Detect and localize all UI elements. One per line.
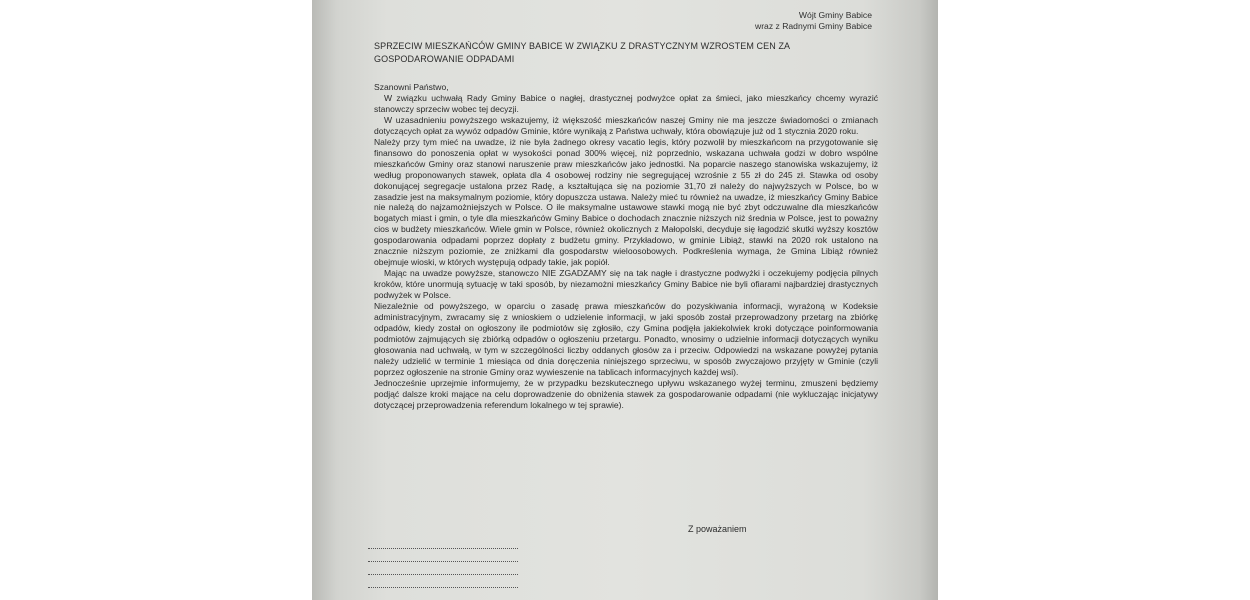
title-line-2: GOSPODAROWANIE ODPADAMI bbox=[374, 54, 515, 64]
paragraph-3: Należy przy tym mieć na uwadze, iż nie była żadnego okresy vacatio legis, który pozwolił by mieszkańcom na przygotowanie się finansowo do ponoszenia opłat w wysokości ponad 300% więcej, niż poprzednio, wskazana uchwała godzi w dobro wspólne mieszkańców Gminy oraz stanowi naruszenie praw mieszkańców jako jednostki. Na poparcie naszego stanowiska wskazujemy, iż według proponowanych stawek, opłata dla 4 osobowej rodziny nie segregującej wzrośnie z 55 zł do 245 zł. Stawka od osoby dokonującej segregacje ustalona przez Radę, a kształtująca się na poziomie 31,70 zł należy do najwyższych w Polsce, bo w zasadzie jest na maksymalnym poziomie, który dopuszcza ustawa. Należy mieć tu również na uwadze, iż mieszkańcy Gminy Babice nie należą do najzamożniejszych w Polsce. O ile maksymalne ustawowe stawki mogą nie być zbyt odczuwalne dla mieszkańców bogatych miast i gmin, o tyle dla mieszkańców Gminy Babice o dochodach znacznie niższych niż średnia w Polsce, jest to poważny cios w budżety mieszkańców. Wiele gmin w Polsce, również okolicznych z Małopolski, decyduje się łagodzić skutki wyższy kosztów gospodarowania odpadami poprzez dopłaty z budżetu gminy. Przykładowo, w gminie Libiąż, stawki na 2020 rok ustalono na znacznie niższym poziomie, ze zniżkami dla gospodarstw wieloosobowych. Podkreślenia wymaga, że Gmina Libiąż również obejmuje wioski, w których występują odpady takie, jak popiół. bbox=[374, 136, 878, 268]
signature-line bbox=[368, 576, 518, 588]
document-page bbox=[312, 0, 938, 600]
paragraph-2: W uzasadnieniu powyższego wskazujemy, iż większość mieszkańców naszej Gminy nie ma jeszcze świadomości o zmianach dotyczących opłat za wywóz odpadów Gminie, które wynikają z Państwa uchwały, która obowiązuje już od 1 stycznia 2020 roku. bbox=[374, 114, 878, 136]
signature-line bbox=[368, 563, 518, 575]
addressee-line-2: wraz z Radnymi Gminy Babice bbox=[754, 21, 872, 31]
title-line-1: SPRZECIW MIESZKAŃCÓW GMINY BABICE W ZWIĄZKU Z DRASTYCZNYM WZROSTEM CEN ZA bbox=[374, 41, 791, 51]
addressee-block bbox=[755, 10, 872, 32]
paragraph-6: Jednocześnie uprzejmie informujemy, że w przypadku bezskutecznego upływu wskazanego wyżej terminu, zmuszeni będziemy podjąć dalsze kroki mające na celu doprowadzenie do obniżenia stawek za gospodarowanie odpadami (nie wykluczając inicjatywy dotyczącej przeprowadzenia referendum lokalnego w tej sprawie). bbox=[374, 377, 878, 410]
closing-phrase: Z poważaniem bbox=[688, 524, 747, 534]
document-title bbox=[374, 40, 874, 66]
paragraph-4: Mając na uwadze powyższe, stanowczo NIE ZGADZAMY się na tak nagłe i drastyczne podwyżki i oczekujemy podjęcia pilnych kroków, które unormują sytuację w taki sposób, by niezamożni mieszkańcy Gminy Babice nie byli ofiarami najbardziej drastycznych podwyżek w Polsce. bbox=[374, 268, 878, 301]
paragraph-5: Niezależnie od powyższego, w oparciu o zasadę prawa mieszkańców do pozyskiwania informacji, wyrażoną w Kodeksie administracyjnym, zwracamy się z wnioskiem o udzielenie informacji, w jaki sposób został przeprowadzony przetarg na zbiórkę odpadów, kiedy został on ogłoszony ile podmiotów się zgłosiło, czy Gmina podjęła jakiekolwiek kroki dotyczące poinformowania podmiotów zajmujących się zbiórką odpadów o ogłoszeniu przetargu. Ponadto, wnosimy o udzielnie informacji dotyczących wyniku głosowania nad uchwałą, w tym w szczególności liczby oddanych głosów za i przeciw. Odpowiedzi na wskazane powyżej pytania należy udzielić w terminie 1 miesiąca od dnia doręczenia niniejszego sprzeciwu, w sposób zwyczajowo przyjęty w Gminie (czyli poprzez ogłoszenie na stronie Gminy oraz wywieszenie na tablicach informacyjnych każdej wsi). bbox=[374, 301, 878, 377]
addressee-line-1: Wójt Gminy Babice bbox=[798, 10, 872, 20]
signature-line bbox=[368, 537, 518, 549]
signature-line bbox=[368, 550, 518, 562]
letter-body bbox=[374, 82, 878, 411]
paragraph-1: W związku uchwałą Rady Gminy Babice o nagłej, drastycznej podwyżce opłat za śmieci, jako mieszkańcy chcemy wyrazić stanowczy sprzeciw wobec tej decyzji. bbox=[374, 92, 878, 114]
salutation: Szanowni Państwo, bbox=[374, 82, 449, 92]
signature-lines bbox=[368, 537, 518, 600]
signature-line bbox=[368, 589, 518, 600]
